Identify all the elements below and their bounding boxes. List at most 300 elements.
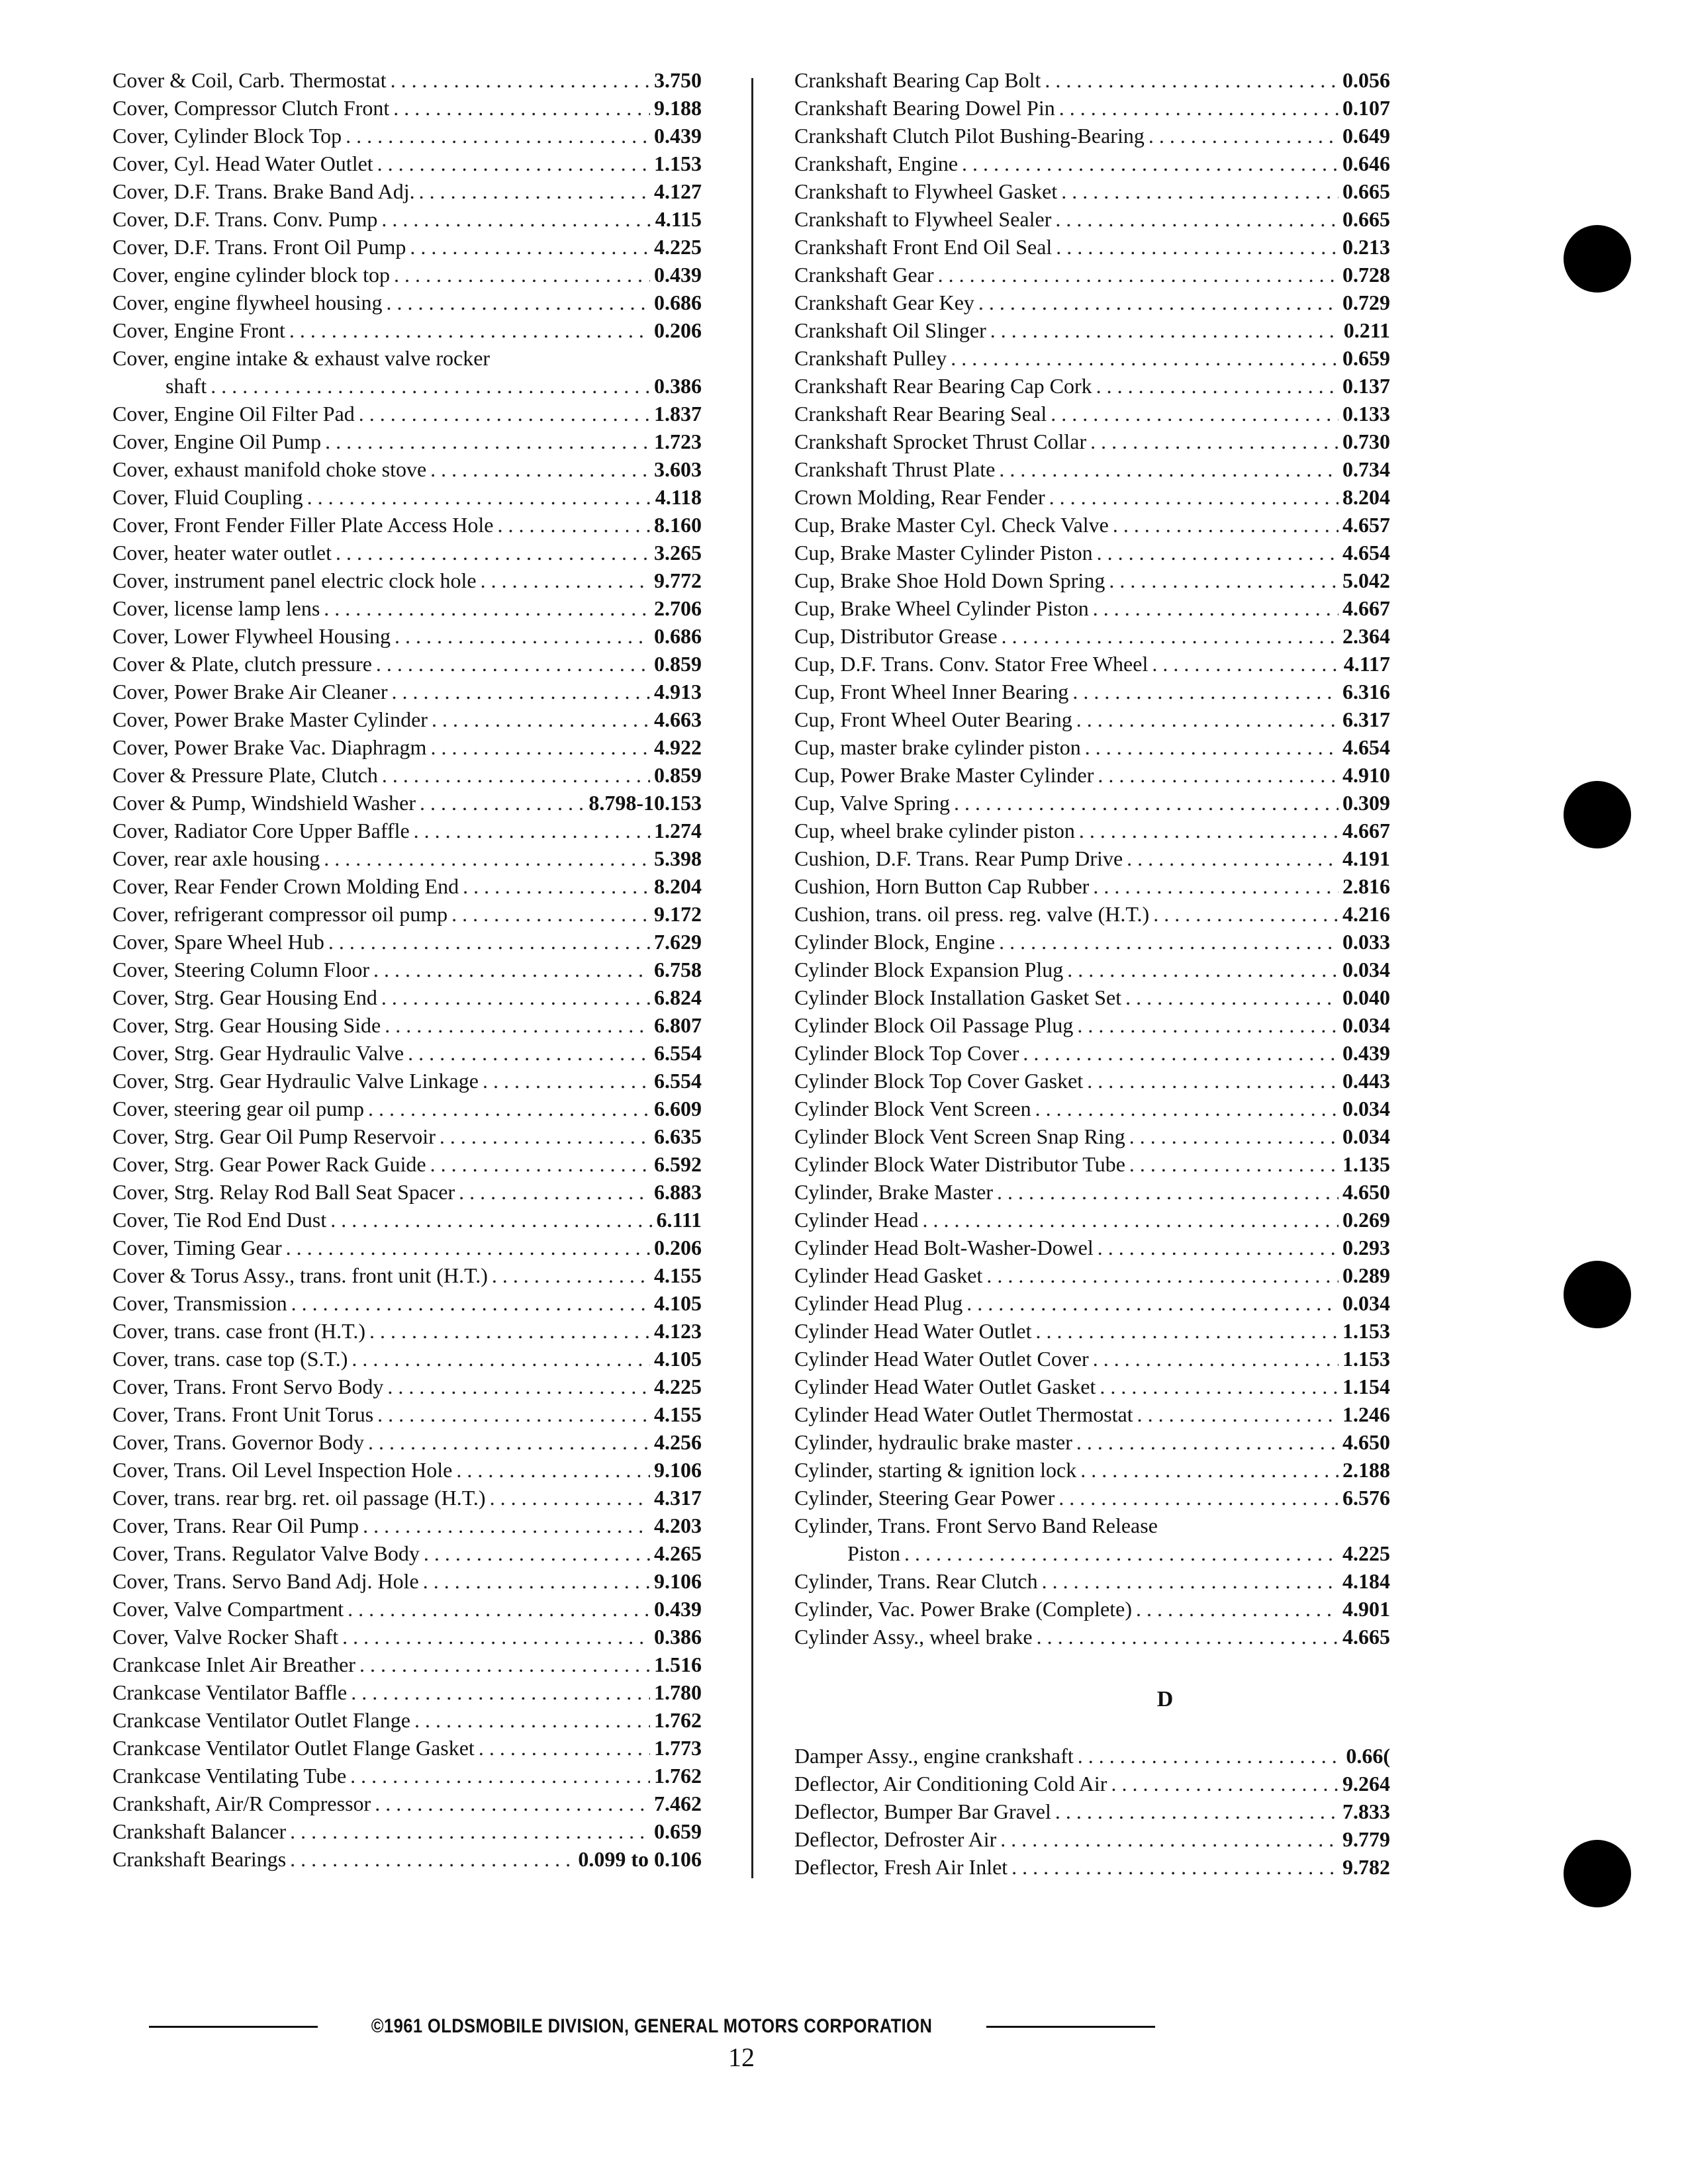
dot-leader	[359, 1651, 650, 1678]
index-entry	[113, 928, 702, 956]
index-entry	[113, 678, 702, 705]
entry-reference: 0.386	[654, 1625, 702, 1649]
entry-reference: 4.650	[1342, 1430, 1390, 1454]
entry-reference: 6.883	[654, 1180, 702, 1204]
index-entry	[113, 1095, 702, 1122]
entry-name: Cylinder Block Top Cover Gasket	[794, 1069, 1084, 1093]
entry-reference: 8.160	[654, 513, 702, 537]
index-entry	[794, 511, 1390, 539]
entry-name: Cover, Trans. Front Servo Body	[113, 1375, 384, 1398]
dot-leader	[954, 789, 1338, 817]
entry-name: Cylinder, Brake Master	[794, 1180, 993, 1204]
entry-reference: 0.034	[1342, 1124, 1390, 1148]
entry-reference: 4.127	[654, 179, 702, 203]
entry-name: Cylinder Block Oil Passage Plug	[794, 1013, 1074, 1037]
index-entry	[794, 344, 1390, 372]
index-entry	[794, 316, 1390, 344]
entry-reference: 0.034	[1342, 958, 1390, 981]
dot-leader	[1002, 622, 1338, 650]
index-entry	[794, 1234, 1390, 1261]
dot-leader	[381, 205, 651, 233]
entry-reference: 0.133	[1342, 402, 1390, 426]
entry-name: Cover, Valve Compartment	[113, 1597, 344, 1621]
index-entry	[794, 455, 1390, 483]
entry-reference: 0.099 to 0.106	[578, 1847, 702, 1871]
dot-leader	[978, 289, 1338, 316]
dot-leader	[385, 1011, 650, 1039]
index-entry	[794, 1797, 1390, 1825]
entry-reference: 0.269	[1342, 1208, 1390, 1232]
entry-reference: 1.153	[1342, 1319, 1390, 1343]
dot-leader	[492, 1261, 650, 1289]
dot-leader	[1045, 66, 1338, 94]
entry-reference: 9.188	[654, 96, 702, 120]
entry-name: Cup, master brake cylinder piston	[794, 735, 1081, 759]
index-entry	[794, 1456, 1390, 1484]
index-entry	[794, 1345, 1390, 1373]
entry-name: Cover, Steering Column Floor	[113, 958, 370, 981]
dot-leader	[490, 1484, 650, 1512]
entry-reference: 4.117	[1343, 652, 1390, 676]
entry-reference: 6.609	[654, 1097, 702, 1120]
entry-reference: 6.824	[654, 985, 702, 1009]
entry-reference: 0.665	[1342, 179, 1390, 203]
dot-leader	[368, 1095, 650, 1122]
index-entry	[794, 1567, 1390, 1595]
entry-name: Cover, Strg. Gear Hydraulic Valve	[113, 1041, 404, 1065]
index-entry	[794, 1428, 1390, 1456]
entry-reference: 0.729	[1342, 291, 1390, 314]
index-entry	[794, 844, 1390, 872]
dot-leader	[1036, 1317, 1339, 1345]
entry-name: Cylinder Head Water Outlet Cover	[794, 1347, 1089, 1371]
index-entry	[794, 1595, 1390, 1623]
index-entry	[113, 1651, 702, 1678]
dot-leader	[966, 1289, 1338, 1317]
index-entry	[794, 1122, 1390, 1150]
entry-reference: 3.265	[654, 541, 702, 565]
dot-leader	[463, 872, 650, 900]
index-entry	[113, 539, 702, 567]
entry-name: Cover, Strg. Relay Rod Ball Seat Spacer	[113, 1180, 455, 1204]
entry-name: Crown Molding, Rear Fender	[794, 485, 1045, 509]
index-entry	[794, 1317, 1390, 1345]
index-entry	[794, 205, 1390, 233]
entry-name: Cylinder Head Water Outlet Thermostat	[794, 1402, 1133, 1426]
index-entry	[794, 928, 1390, 956]
index-entry	[794, 1039, 1390, 1067]
entry-name: Cover, heater water outlet	[113, 541, 332, 565]
dot-leader	[1097, 539, 1338, 567]
dot-leader	[348, 1595, 650, 1623]
index-entry	[113, 344, 702, 372]
dot-leader	[999, 455, 1338, 483]
entry-name: Cover, Compressor Clutch Front	[113, 96, 390, 120]
entry-reference: 0.646	[1342, 152, 1390, 175]
entry-reference: 0.034	[1342, 1097, 1390, 1120]
dot-leader	[1113, 511, 1338, 539]
entry-reference: 8.204	[1342, 485, 1390, 509]
entry-name: Crankshaft Front End Oil Seal	[794, 235, 1053, 259]
entry-name: Cylinder Assy., wheel brake	[794, 1625, 1033, 1649]
entry-name: Cover, Strg. Gear Hydraulic Valve Linkage	[113, 1069, 479, 1093]
dot-leader	[408, 1039, 650, 1067]
dot-leader	[1100, 1373, 1338, 1400]
index-entry	[113, 900, 702, 928]
index-entry	[113, 1178, 702, 1206]
entry-reference: 4.115	[655, 207, 702, 231]
entry-reference: 6.316	[1342, 680, 1390, 704]
dot-leader	[414, 817, 650, 844]
dot-leader	[1077, 1011, 1338, 1039]
dot-leader	[377, 1400, 650, 1428]
entry-reference: 4.663	[654, 707, 702, 731]
dot-leader	[351, 1678, 650, 1706]
index-entry	[794, 1623, 1390, 1651]
entry-name: Cover, Engine Oil Pump	[113, 430, 322, 453]
entry-name: Cover, engine flywheel housing	[113, 291, 383, 314]
entry-name: Cover, Spare Wheel Hub	[113, 930, 324, 954]
entry-name: Cylinder Block Water Distributor Tube	[794, 1152, 1125, 1176]
entry-reference: 8.798-10.153	[588, 791, 702, 815]
entry-reference: 9.779	[1342, 1827, 1390, 1851]
index-entry	[794, 789, 1390, 817]
dot-leader	[1136, 1595, 1338, 1623]
index-entry	[113, 1400, 702, 1428]
dot-leader	[307, 483, 651, 511]
entry-reference: 0.439	[654, 263, 702, 287]
index-entry	[113, 817, 702, 844]
entry-reference: 3.750	[654, 68, 702, 92]
entry-name: Cover, Strg. Gear Oil Pump Reservoir	[113, 1124, 436, 1148]
entry-reference: 2.364	[1342, 624, 1390, 648]
entry-reference: 0.040	[1342, 985, 1390, 1009]
entry-reference: 6.592	[654, 1152, 702, 1176]
dot-leader	[324, 594, 650, 622]
dot-leader	[498, 511, 651, 539]
entry-reference: 4.105	[654, 1347, 702, 1371]
entry-name: Crankshaft to Flywheel Sealer	[794, 207, 1052, 231]
entry-name: Crankshaft Pulley	[794, 346, 947, 370]
dot-leader	[377, 150, 650, 177]
entry-name: Cylinder Head Gasket	[794, 1263, 983, 1287]
dot-leader	[1059, 94, 1338, 122]
entry-name: Cover, rear axle housing	[113, 846, 320, 870]
dot-leader	[424, 1539, 650, 1567]
dot-leader	[1049, 483, 1338, 511]
dot-leader	[430, 455, 650, 483]
footer	[149, 2015, 1155, 2038]
index-entry	[113, 1456, 702, 1484]
entry-reference: 0.386	[654, 374, 702, 398]
index-entry	[794, 1067, 1390, 1095]
entry-reference: 9.172	[654, 902, 702, 926]
entry-reference: 4.203	[654, 1514, 702, 1537]
index-entry	[113, 594, 702, 622]
dot-leader	[1087, 1067, 1338, 1095]
dot-leader	[481, 567, 650, 594]
copyright-notice: ©1961 OLDSMOBILE DIVISION, GENERAL MOTORS CORPORATION	[371, 2015, 933, 2037]
entry-reference: 9.782	[1342, 1855, 1390, 1879]
dot-leader	[289, 316, 650, 344]
entry-name: Cover, Cylinder Block Top	[113, 124, 342, 148]
entry-reference: 1.274	[654, 819, 702, 842]
dot-leader	[483, 1067, 650, 1095]
entry-name: Cup, Brake Wheel Cylinder Piston	[794, 596, 1089, 620]
index-entry	[794, 1261, 1390, 1289]
index-entry	[794, 1289, 1390, 1317]
dot-leader	[1093, 1345, 1338, 1373]
entry-name: Cylinder, Steering Gear Power	[794, 1486, 1055, 1510]
entry-name: Crankcase Ventilator Outlet Flange Gasket	[113, 1736, 475, 1760]
entry-name: Cylinder Head Bolt-Washer-Dowel	[794, 1236, 1094, 1259]
index-entry	[113, 567, 702, 594]
entry-name: Cushion, trans. oil press. reg. valve (H.T.)	[794, 902, 1150, 926]
entry-name: Cover, trans. case front (H.T.)	[113, 1319, 365, 1343]
entry-name: Cover, trans. rear brg. ret. oil passage (H.T.)	[113, 1486, 486, 1510]
index-entry	[794, 1853, 1390, 1881]
dot-leader	[1078, 1742, 1342, 1770]
entry-name: Cup, Valve Spring	[794, 791, 950, 815]
dot-leader	[440, 1122, 650, 1150]
dot-leader	[1076, 705, 1338, 733]
column-divider	[751, 78, 753, 1878]
entry-reference: 0.734	[1342, 457, 1390, 481]
entry-reference: 0.034	[1342, 1291, 1390, 1315]
dot-leader	[373, 956, 650, 983]
dot-leader	[479, 1734, 650, 1762]
entry-name: Cover, Strg. Gear Power Rack Guide	[113, 1152, 426, 1176]
dot-leader	[363, 1512, 650, 1539]
entry-reference: 0.211	[1343, 318, 1390, 342]
entry-reference: 4.123	[654, 1319, 702, 1343]
dot-leader	[432, 705, 650, 733]
index-entry	[794, 817, 1390, 844]
index-entry	[113, 1817, 702, 1845]
index-entry	[113, 150, 702, 177]
entry-reference: 4.225	[1342, 1541, 1390, 1565]
dot-leader	[410, 233, 650, 261]
index-entry	[794, 400, 1390, 428]
entry-reference: 9.772	[654, 569, 702, 592]
index-entry	[113, 1845, 702, 1873]
index-entry	[794, 1206, 1390, 1234]
index-entry	[794, 956, 1390, 983]
entry-reference: 4.667	[1342, 819, 1390, 842]
entry-name: Cylinder Block Vent Screen	[794, 1097, 1031, 1120]
entry-reference: 4.265	[654, 1541, 702, 1565]
index-entry	[113, 1373, 702, 1400]
d-entries	[794, 1742, 1390, 1881]
entry-reference: 0.730	[1342, 430, 1390, 453]
entry-name: Cover, instrument panel electric clock hole	[113, 569, 477, 592]
entry-reference: 6.554	[654, 1041, 702, 1065]
index-entry	[113, 1428, 702, 1456]
entry-reference: 6.758	[654, 958, 702, 981]
index-entry	[113, 789, 702, 817]
entry-name: Crankshaft Rear Bearing Seal	[794, 402, 1047, 426]
dot-leader	[359, 400, 650, 428]
index-entry	[113, 844, 702, 872]
entry-name: Cover, Valve Rocker Shaft	[113, 1625, 339, 1649]
dot-leader	[391, 678, 650, 705]
entry-reference: 6.317	[1342, 707, 1390, 731]
entry-reference: 0.206	[654, 318, 702, 342]
index-entry	[794, 1400, 1390, 1428]
dot-leader	[1051, 400, 1338, 428]
entry-reference: 7.462	[654, 1792, 702, 1815]
entry-reference: 7.629	[654, 930, 702, 954]
dot-leader	[1000, 1825, 1338, 1853]
index-entry	[794, 1825, 1390, 1853]
entry-reference: 0.859	[654, 652, 702, 676]
dot-leader	[330, 1206, 652, 1234]
dot-leader	[1023, 1039, 1338, 1067]
entry-reference: 0.056	[1342, 68, 1390, 92]
dot-leader	[1011, 1853, 1338, 1881]
dot-leader	[1109, 567, 1338, 594]
entry-reference: 0.649	[1342, 124, 1390, 148]
entry-reference: 6.111	[656, 1208, 702, 1232]
index-entry	[113, 1289, 702, 1317]
dot-leader	[368, 1428, 650, 1456]
dot-leader	[336, 539, 650, 567]
dot-leader	[391, 66, 650, 94]
entry-name: Crankshaft Thrust Plate	[794, 457, 996, 481]
entry-reference: 0.309	[1342, 791, 1390, 815]
dot-leader	[1111, 1770, 1338, 1797]
entry-name: Cover, Rear Fender Crown Molding End	[113, 874, 459, 898]
dot-leader	[938, 261, 1338, 289]
index-entry	[113, 705, 702, 733]
index-entry	[113, 261, 702, 289]
dot-leader	[290, 1845, 574, 1873]
entry-reference: 4.667	[1342, 596, 1390, 620]
dot-leader	[1035, 1095, 1338, 1122]
index-entry	[113, 1067, 702, 1095]
index-entry	[113, 956, 702, 983]
index-entry	[794, 1742, 1390, 1770]
entry-name: Piston	[847, 1541, 901, 1565]
dot-leader	[393, 94, 650, 122]
entry-reference: 6.635	[654, 1124, 702, 1148]
entry-name: Cover, Front Fender Filler Plate Access Hole	[113, 513, 494, 537]
entry-name: Cylinder Block Installation Gasket Set	[794, 985, 1122, 1009]
dot-leader	[325, 428, 650, 455]
index-entry	[113, 1706, 702, 1734]
index-entry	[113, 122, 702, 150]
entry-reference: 0.439	[654, 1597, 702, 1621]
entry-name: Cylinder Block Top Cover	[794, 1041, 1019, 1065]
index-entry	[113, 1345, 702, 1373]
entry-name: Cover, D.F. Trans. Brake Band Adj.	[113, 179, 415, 203]
entry-name: Cover, Cyl. Head Water Outlet	[113, 152, 373, 175]
entry-name: Cover, Strg. Gear Housing End	[113, 985, 377, 1009]
entry-reference: 0.206	[654, 1236, 702, 1259]
entry-reference: 1.135	[1342, 1152, 1390, 1176]
binder-hole	[1564, 1261, 1631, 1328]
index-entry	[113, 289, 702, 316]
entry-name: Cup, Brake Shoe Hold Down Spring	[794, 569, 1105, 592]
entry-name: Cover & Pump, Windshield Washer	[113, 791, 416, 815]
entry-reference: 2.188	[1342, 1458, 1390, 1482]
dot-leader	[1037, 1623, 1338, 1651]
index-entry	[794, 900, 1390, 928]
dot-leader	[414, 1706, 650, 1734]
dot-leader	[1072, 678, 1338, 705]
entry-reference: 4.225	[654, 1375, 702, 1398]
index-entry	[113, 400, 702, 428]
entry-reference: 5.398	[654, 846, 702, 870]
entry-name: Cushion, Horn Button Cap Rubber	[794, 874, 1090, 898]
entry-reference: 5.042	[1342, 569, 1390, 592]
index-entry	[113, 983, 702, 1011]
entry-name: Cover, Fluid Coupling	[113, 485, 303, 509]
entry-reference: 4.155	[654, 1263, 702, 1287]
index-entry	[113, 733, 702, 761]
index-entry	[794, 622, 1390, 650]
entry-reference: 4.910	[1342, 763, 1390, 787]
entry-name: Cylinder Head	[794, 1208, 919, 1232]
entry-name: Crankcase Ventilator Outlet Flange	[113, 1708, 410, 1732]
dot-leader	[1056, 233, 1338, 261]
dot-leader	[342, 1623, 650, 1651]
footer-rule-right	[986, 2026, 1155, 2028]
entry-reference: 4.922	[654, 735, 702, 759]
index-entry	[794, 761, 1390, 789]
entry-reference: 7.833	[1342, 1799, 1390, 1823]
entry-name: Cylinder Block Vent Screen Snap Ring	[794, 1124, 1125, 1148]
index-entry	[113, 1261, 702, 1289]
footer-rule-left	[149, 2026, 318, 2028]
entry-reference: 0.439	[1342, 1041, 1390, 1065]
entry-reference: 0.66(	[1346, 1744, 1390, 1768]
dot-leader	[999, 928, 1338, 956]
index-entry	[794, 1484, 1390, 1512]
index-entry	[794, 177, 1390, 205]
index-entry	[113, 233, 702, 261]
entry-name: Cover, D.F. Trans. Conv. Pump	[113, 207, 378, 231]
entry-reference: 9.264	[1342, 1772, 1390, 1796]
entry-reference: 0.033	[1342, 930, 1390, 954]
index-entry	[794, 1373, 1390, 1400]
entry-name: Cylinder Head Plug	[794, 1291, 963, 1315]
entry-name: Cylinder, hydraulic brake master	[794, 1430, 1072, 1454]
entry-name: Cover & Plate, clutch pressure	[113, 652, 372, 676]
index-entry	[113, 455, 702, 483]
entry-name: Cover, Power Brake Air Cleaner	[113, 680, 388, 704]
dot-leader	[324, 844, 650, 872]
entry-name: Cover, Tie Rod End Dust	[113, 1208, 327, 1232]
entry-reference: 0.293	[1342, 1236, 1390, 1259]
index-entry	[113, 1206, 702, 1234]
entry-name: Cover, engine intake & exhaust valve rocker	[113, 346, 491, 370]
entry-name: Crankshaft Bearing Dowel Pin	[794, 96, 1055, 120]
index-entry	[113, 511, 702, 539]
entry-reference: 0.439	[654, 124, 702, 148]
entry-reference: 4.191	[1342, 846, 1390, 870]
dot-leader	[394, 261, 650, 289]
entry-name: Cover, Transmission	[113, 1291, 287, 1315]
entry-name: Cup, Front Wheel Inner Bearing	[794, 680, 1069, 704]
dot-leader	[430, 733, 650, 761]
index-entry	[794, 567, 1390, 594]
entry-reference: 1.723	[654, 430, 702, 453]
entry-reference: 9.106	[654, 1458, 702, 1482]
entry-name: Crankshaft Bearing Cap Bolt	[794, 68, 1041, 92]
entry-reference: 0.686	[654, 624, 702, 648]
dot-leader	[291, 1289, 650, 1317]
